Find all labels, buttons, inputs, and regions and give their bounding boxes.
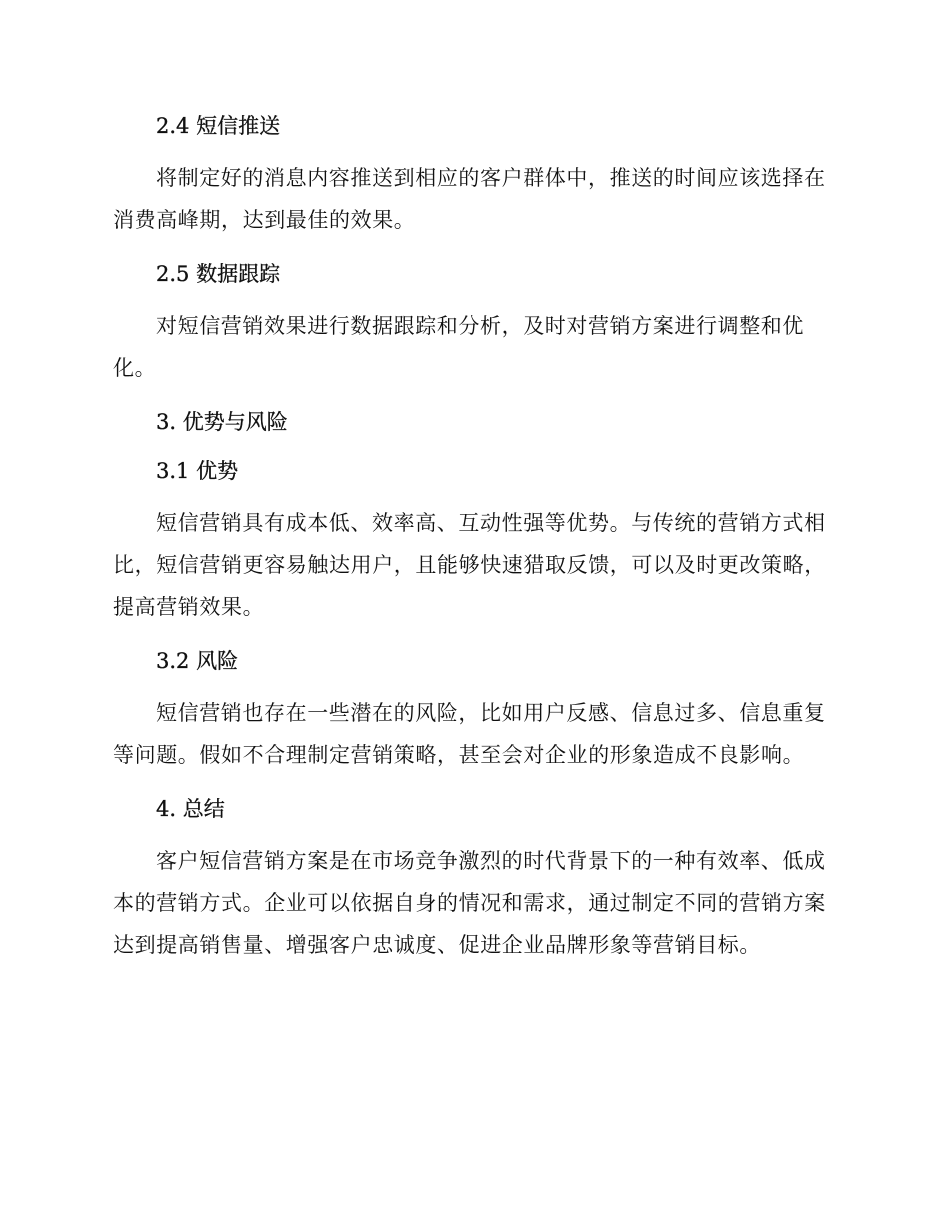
- document-content: [113, 108, 833, 966]
- section-body-4: 客户短信营销方案是在市场竞争激烈的时代背景下的一种有效率、低成本的营销方式。企业可以依据自身的情况和需求，通过制定不同的营销方案达到提高销售量、增强客户忠诚度、促进企业品牌形象等营销目标。: [113, 849, 826, 957]
- section-heading-3: 3. 优势与风险: [156, 410, 288, 434]
- section-body-2-4: 将制定好的消息内容推送到相应的客户群体中，推送的时间应该选择在消费高峰期，达到最佳的效果。: [113, 166, 826, 232]
- section-body-3-1: 短信营销具有成本低、效率高、互动性强等优势。与传统的营销方式相比，短信营销更容易触达用户，且能够快速猎取反馈，可以及时更改策略，提高营销效果。: [113, 511, 826, 619]
- section-body-2-5: 对短信营销效果进行数据跟踪和分析，及时对营销方案进行调整和优化。: [113, 314, 804, 380]
- section-heading-3-2: 3.2 风险: [156, 649, 239, 673]
- section-heading-2-5: 2.5 数据跟踪: [156, 262, 281, 286]
- section-body-3-2: 短信营销也存在一些潜在的风险，比如用户反感、信息过多、信息重复等问题。假如不合理制定营销策略，甚至会对企业的形象造成不良影响。: [113, 701, 826, 767]
- section-heading-3-1: 3.1 优势: [156, 459, 239, 483]
- section-heading-2-4: 2.4 短信推送: [156, 114, 281, 138]
- section-heading-4: 4. 总结: [156, 797, 225, 821]
